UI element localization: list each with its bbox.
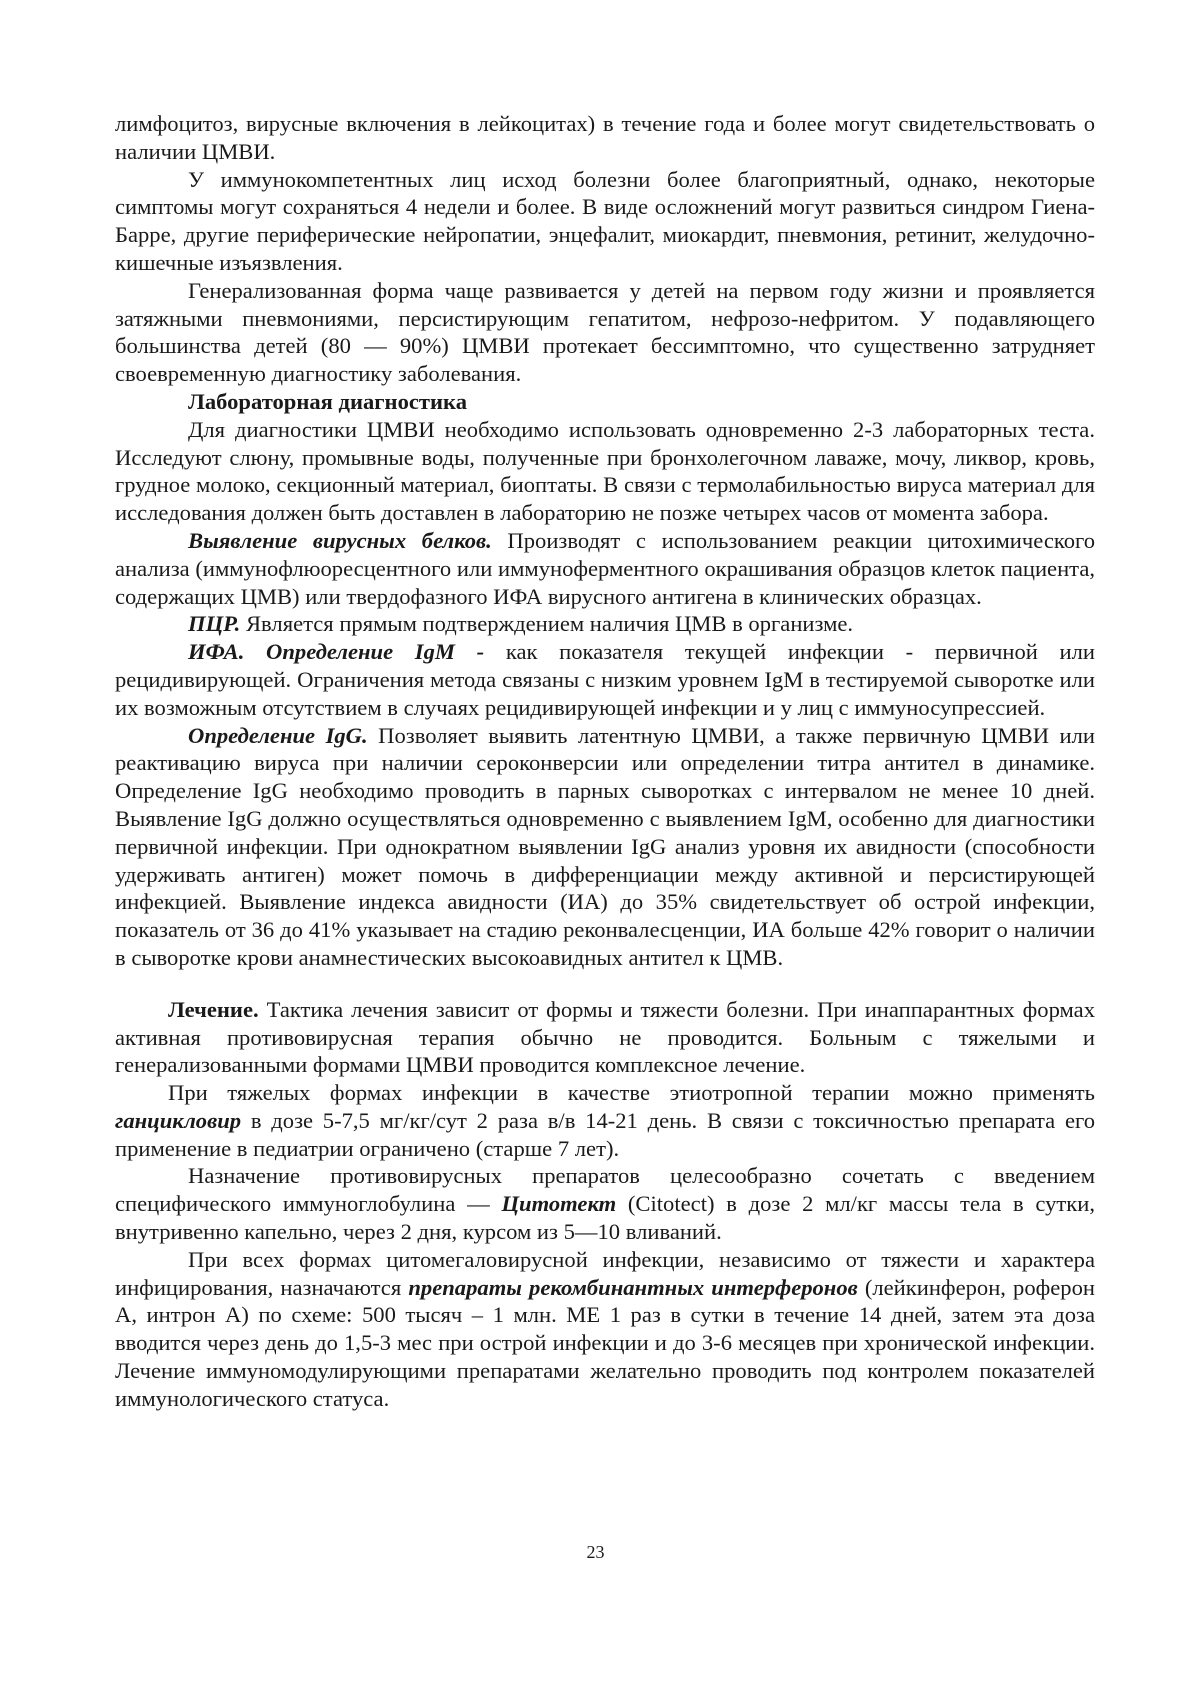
term-treatment: Лечение. [168,996,259,1022]
term-igg: Определение IgG. [188,722,368,748]
term-viral-proteins: Выявление вирусных белков. [188,527,492,553]
drug-cytotect: Цитотект [501,1191,617,1217]
drug-interferons: препараты рекомбинантных интерферонов [408,1274,858,1300]
term-pcr: ПЦР. [188,611,241,637]
term-elisa-igm: ИФА. Определение IgM - [188,639,485,665]
paragraph-ganciclovir: При тяжелых формах инфекции в качестве этиотропной терапии можно применять ганцикловир в дозе 5-7,5 мг/кг/сут 2 раза в/в 14-21 день. В связи с токсичностью препарата его применение в педиатрии ограничено (старше 7 лет). [115,1080,1095,1161]
paragraph-interferons: При всех формах цитомегаловирусной инфекции, независимо от тяжести и характера инфицирования, назначаются препараты рекомбинантных интерферонов (лейкинферон, роферон А, интрон А) по схеме: 500 тысяч – 1 млн. МЕ 1 раз в сутки в течение 14 дней, затем эта доза вводится через день до 1,5-3 мес при острой инфекции и до 3-6 месяцев при хронической инфекции. Лечение иммуномодулирующими препаратами желательно проводить под контролем показателей иммунологического статуса. [115,1246,1095,1411]
paragraph-immunocompetent: У иммунокомпетентных лиц исход болезни более благоприятный, однако, некоторые симптомы могут сохраняться 4 недели и более. В виде осложнений могут развиться синдром Гиена-Барре, другие периферические нейропатии, энцефалит, миокардит, пневмония, ретинит, желудочно-кишечные изъязвления. [115,166,1095,275]
paragraph-cytotect: Назначение противовирусных препаратов целесообразно сочетать с введением специфического иммуноглобулина — Цитотект (Citotect) в дозе 2 мл/кг массы тела в сутки, внутривенно капельно, через 2 дня, курсом из 5—10 вливаний. [115,1163,1095,1245]
paragraph-treatment: Лечение. Тактика лечения зависит от формы и тяжести болезни. При инаппарантных формах активная противовирусная терапия обычно не проводится. Больным с тяжелыми и генерализованными формами ЦМВИ проводится комплексное лечение. [115,996,1095,1078]
paragraph-generalized-form: Генерализованная форма чаще развивается у детей на первом году жизни и проявляется затяжными пневмониями, персистирующим гепатитом, нефрозо-нефритом. У подавляющего большинства детей (80 — 90%) ЦМВИ протекает бессимптомно, что существенно затрудняет своевременную диагностику заболевания. [115,277,1095,387]
paragraph-lab-materials: Для диагностики ЦМВИ необходимо использовать одновременно 2-3 лабораторных теста. Исследуют слюну, промывные воды, полученные при бронхолегочном лаваже, мочу, ликвор, кровь, грудное молоко, секционный материал, биоптаты. В связи с термолабильностью вируса материал для исследования должен быть доставлен в лабораторию не позже четырех часов от момента забора. [115,416,1095,526]
page-number: 23 [586,1542,605,1562]
paragraph-spacer [115,972,1095,996]
paragraph-igg: Определение IgG. Позволяет выявить латентную ЦМВИ, а также первичную ЦМВИ или реактивацию вируса при наличии сероконверсии или определении титра антител в динамике. Определение IgG необходимо проводить в парных сыворотках с интервалом не менее 10 дней. Выявление IgG должно осуществляться одновременно с выявлением IgM, особенно для диагностики первичной инфекции. При однократном выявлении IgG анализ уровня их авидности (способности удерживать антиген) может помочь в дифференциации между активной и персистирующей инфекцией. Выявление индекса авидности (ИА) до 35% свидетельствует об острой инфекции, показатель от 36 до 41% указывает на стадию реконвалесценции, ИА больше 42% говорит о наличии в сыворотке крови анамнестических высокоавидных антител к ЦМВ. [115,722,1095,970]
paragraph-elisa-igm: ИФА. Определение IgM - как показателя текущей инфекции - первичной или рецидивирующей. Ограничения метода связаны с низким уровнем IgM в тестируемой сыворотке или их возможным отсутствием в случаях рецидивирующей инфекции и у лиц с иммуносупрессией. [115,639,1096,720]
section-heading-lab-diagnostics: Лабораторная диагностика [188,388,467,414]
drug-ganciclovir: ганцикловир [115,1107,242,1133]
paragraph-continuation: лимфоцитоз, вирусные включения в лейкоцитах) в течение года и более могут свидетельствовать о наличии ЦМВИ. [115,111,1095,164]
paragraph-viral-proteins: Выявление вирусных белков. Производят с использованием реакции цитохимического анализа (иммунофлюоресцентного или иммуноферментного окрашивания образцов клеток пациента, содержащих ЦМВ) или твердофазного ИФА вирусного антигена в клинических образцах. [115,527,1095,609]
paragraph-pcr: ПЦР. Является прямым подтверждением наличия ЦМВ в организме. [188,611,854,637]
document-page [115,110,1095,1413]
